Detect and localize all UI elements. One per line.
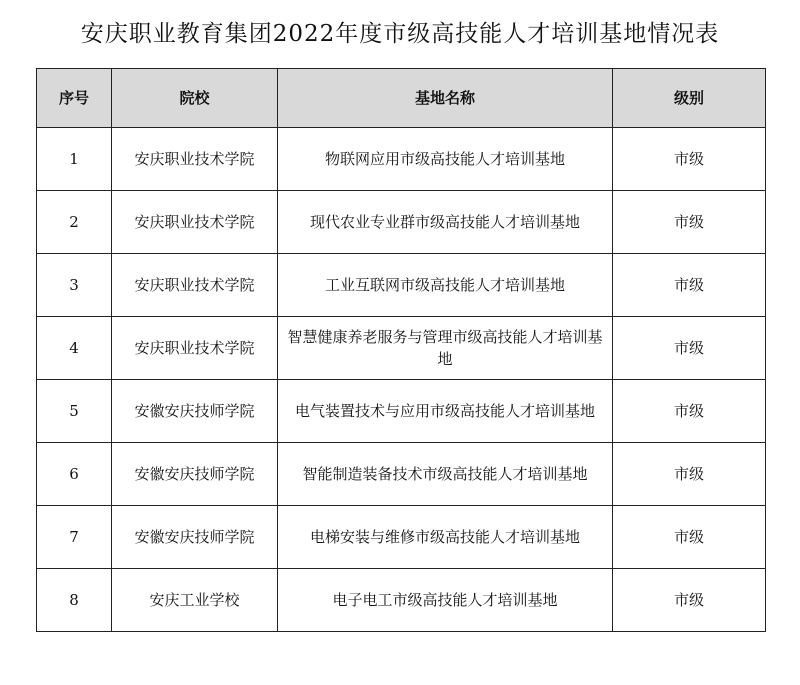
table-row (37, 191, 766, 254)
cell-index: 8 (37, 569, 112, 632)
table-row (37, 569, 766, 632)
cell-level: 市级 (613, 506, 766, 569)
cell-school: 安徽安庆技师学院 (112, 380, 278, 443)
cell-index: 2 (37, 191, 112, 254)
cell-base-name: 工业互联网市级高技能人才培训基地 (278, 254, 613, 317)
cell-base-name: 现代农业专业群市级高技能人才培训基地 (278, 191, 613, 254)
header-base-name: 基地名称 (278, 69, 613, 128)
cell-index: 5 (37, 380, 112, 443)
table-row (37, 506, 766, 569)
training-base-table (36, 68, 766, 632)
cell-base-name: 智能制造装备技术市级高技能人才培训基地 (278, 443, 613, 506)
table-row (37, 128, 766, 191)
table-header-row (37, 69, 766, 128)
table-row (37, 443, 766, 506)
document-title: 安庆职业教育集团2022年度市级高技能人才培训基地情况表 (80, 21, 720, 47)
cell-base-name: 电子电工市级高技能人才培训基地 (278, 569, 613, 632)
cell-school: 安庆职业技术学院 (112, 128, 278, 191)
cell-school: 安徽安庆技师学院 (112, 443, 278, 506)
header-index: 序号 (37, 69, 112, 128)
table-row (37, 380, 766, 443)
cell-base-name: 电气装置技术与应用市级高技能人才培训基地 (278, 380, 613, 443)
cell-level: 市级 (613, 317, 766, 380)
cell-base-name: 物联网应用市级高技能人才培训基地 (278, 128, 613, 191)
table-row (37, 254, 766, 317)
cell-school: 安庆工业学校 (112, 569, 278, 632)
header-school: 院校 (112, 69, 278, 128)
cell-school: 安庆职业技术学院 (112, 317, 278, 380)
cell-school: 安庆职业技术学院 (112, 191, 278, 254)
cell-index: 1 (37, 128, 112, 191)
cell-index: 4 (37, 317, 112, 380)
cell-school: 安徽安庆技师学院 (112, 506, 278, 569)
cell-level: 市级 (613, 191, 766, 254)
cell-index: 7 (37, 506, 112, 569)
cell-level: 市级 (613, 128, 766, 191)
cell-index: 3 (37, 254, 112, 317)
cell-school: 安庆职业技术学院 (112, 254, 278, 317)
cell-base-name: 电梯安装与维修市级高技能人才培训基地 (278, 506, 613, 569)
cell-level: 市级 (613, 380, 766, 443)
cell-base-name: 智慧健康养老服务与管理市级高技能人才培训基地 (278, 317, 613, 380)
cell-index: 6 (37, 443, 112, 506)
header-level: 级别 (613, 69, 766, 128)
cell-level: 市级 (613, 254, 766, 317)
table-row (37, 317, 766, 380)
cell-level: 市级 (613, 569, 766, 632)
cell-level: 市级 (613, 443, 766, 506)
